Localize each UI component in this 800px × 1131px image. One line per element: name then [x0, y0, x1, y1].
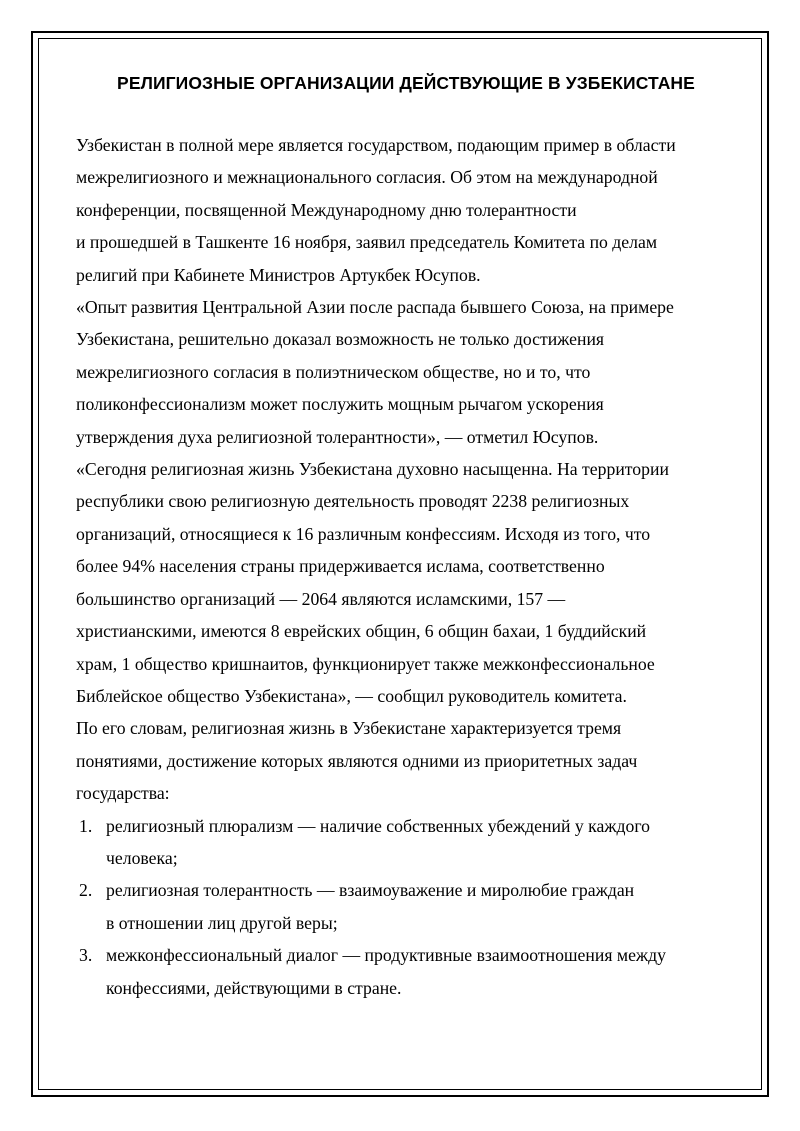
text-line: понятиями, достижение которых являются одними из приоритетных задач [76, 750, 638, 771]
text-line: «Опыт развития Центральной Азии после распада бывшего Союза, на примере [76, 297, 674, 318]
document-title: РЕЛИГИОЗНЫЕ ОРГАНИЗАЦИИ ДЕЙСТВУЮЩИЕ В УЗБЕКИСТАНЕ [117, 73, 695, 93]
text-line: организаций, относящиеся к 16 различным конфессиям. Исходя из того, что [76, 523, 651, 544]
text-line: Библейское общество Узбекистана», — сообщил руководитель комитета. [76, 685, 627, 706]
text-line: христианскими, имеются 8 еврейских общин, 6 общин бахаи, 1 буддийский [76, 621, 647, 642]
text-line: религий при Кабинете Министров Артукбек Юсупов. [76, 264, 481, 285]
list-item [76, 810, 736, 875]
text-line: в отношении лиц другой веры; [106, 912, 338, 933]
text-line: По его словам, религиозная жизнь в Узбекистане характеризуется тремя [76, 718, 622, 739]
list-item [76, 939, 736, 1004]
list-number: 2. [79, 880, 93, 901]
concepts-list [76, 810, 736, 1004]
paragraph-quote-organizations [76, 453, 736, 712]
text-line: республики свою религиозную деятельность проводят 2238 религиозных [76, 491, 630, 512]
paragraph-intro [76, 129, 736, 291]
text-line: «Сегодня религиозная жизнь Узбекистана духовно насыщенна. На территории [76, 459, 669, 480]
paragraph-quote-central-asia [76, 291, 736, 453]
text-line: религиозная толерантность — взаимоуважение и миролюбие граждан [106, 880, 635, 901]
document-body [76, 73, 736, 1004]
text-line: более 94% населения страны придерживается ислама, соответственно [76, 556, 605, 577]
text-line: государства: [76, 783, 170, 804]
text-line: межрелигиозного согласия в полиэтническом обществе, но и то, что [76, 361, 591, 382]
text-line: поликонфессионализм может послужить мощным рычагом ускорения [76, 394, 604, 415]
text-line: конференции, посвященной Международному дню толерантности [76, 199, 577, 220]
text-line: Узбекистан в полной мере является государством, подающим пример в области [76, 135, 676, 155]
text-line: храм, 1 общество кришнаитов, функционирует также межконфессиональное [76, 653, 655, 674]
text-line: Узбекистана, решительно доказал возможность не только достижения [76, 329, 605, 350]
text-line: конфессиями, действующими в стране. [106, 977, 402, 998]
text-line: человека; [106, 847, 178, 868]
list-number: 3. [79, 945, 93, 966]
text-line: большинство организаций — 2064 являются исламскими, 157 — [76, 588, 566, 609]
list-item [76, 874, 736, 939]
text-line: межрелигиозного и межнационального согласия. Об этом на международной [76, 167, 658, 188]
paragraph-list-intro [76, 712, 736, 809]
list-number: 1. [79, 815, 93, 836]
text-line: утверждения духа религиозной толерантности», — отметил Юсупов. [76, 426, 599, 447]
text-line: межконфессиональный диалог — продуктивные взаимоотношения между [106, 945, 666, 966]
text-line: и прошедшей в Ташкенте 16 ноября, заявил председатель Комитета по делам [76, 232, 658, 253]
text-line: религиозный плюрализм — наличие собственных убеждений у каждого [106, 815, 651, 836]
